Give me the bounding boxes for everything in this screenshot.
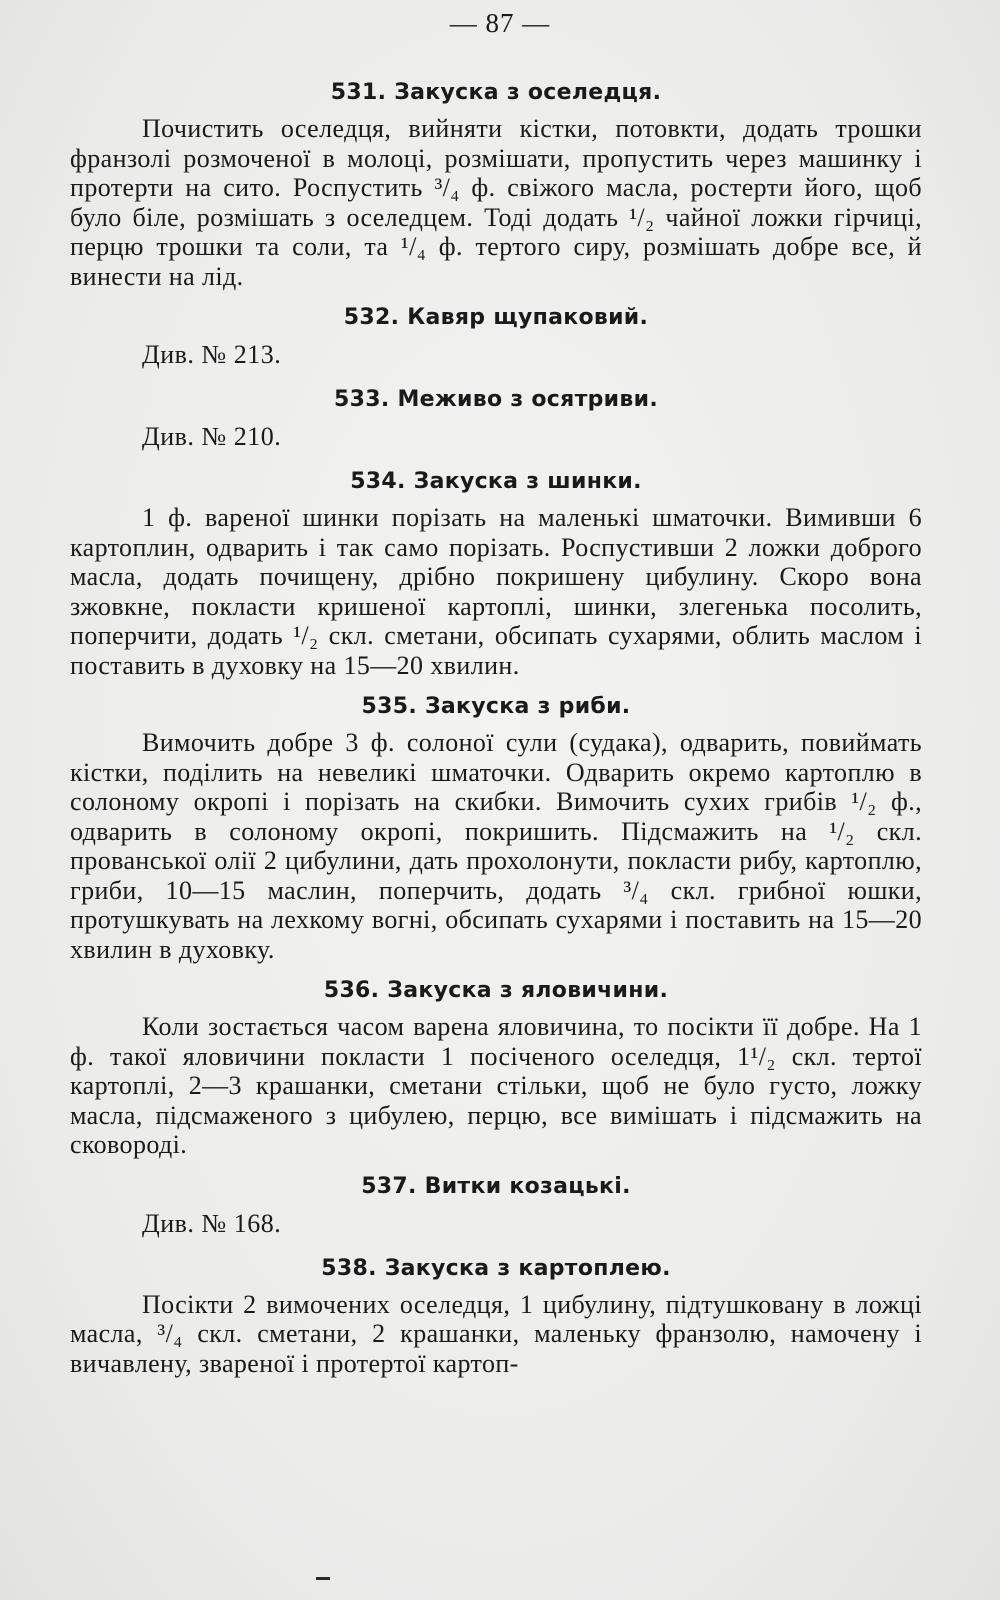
recipe-text: Вимочить добре 3 ф. солоної сули (судака), одварить, повиймать кістки, поділить на невеликі шматочки. Одварить окремо картоплю в солоному окропі і порізать на скибки. Вимочить сухих грибів ¹/₂ ф., одварить в солоному окропі, покришить. Підсмажить на ¹/₂ скл. прованської олії 2 цибулини, дать прохолонути, покласти рибу, картоплю, гриби, 10—15 маслин, поперчить, додать ³/₄ скл. грибної юшки, протушкувать на лехкому вогні, обсипать сухарями і поставить на 15—20 хвилин в духовку. — [70, 728, 922, 964]
recipe-text: 1 ф. вареної шинки порізать на маленькі шматочки. Вимивши 6 картоплин, одварить і так само порізать. Роспустивши 2 ложки доброго масла, додать почищену, дрібно покришену цибулину. Скоро вона зжовкне, покласти кришеної картоплі, шинки, злегенька посолить, поперчити, додать ¹/₂ скл. сметани, обсипать сухарями, облить маслом і поставить в духовку на 15—20 хвилин. — [70, 503, 922, 680]
recipe-text: Почистить оселедця, вийняти кістки, потовкти, додать трошки франзолі розмоченої в молоці, розмішати, пропустить через машинку і протерти на сито. Роспустить ³/₄ ф. свіжого масла, ростерти його, щоб було біле, розмішать з оселедцем. Тоді додать ¹/₂ чайної ложки гірчиці, перцю трошки та соли, та ¹/₄ ф. тертого сиру, розмішать добре все, й винести на лід. — [70, 114, 922, 291]
recipe-reference: Див. № 168. — [142, 1208, 282, 1238]
recipe-reference: Див. № 213. — [142, 340, 282, 369]
recipe-reference: Див. № 210. — [142, 422, 282, 451]
recipe-title: 537. Витки козацькі. — [361, 1173, 631, 1199]
recipe-title: 533. Меживо з осятриви. — [334, 387, 658, 412]
recipe-title: 531. Закуска з оселедця. — [330, 80, 662, 105]
recipe-532 — [70, 301, 922, 371]
recipe-537 — [70, 1170, 922, 1240]
recipe-title: 538. Закуска з картоплею. — [321, 1255, 671, 1281]
recipe-538 — [70, 1252, 922, 1379]
page-number: — 87 — — [449, 8, 551, 38]
bottom-dash-mark — [316, 1577, 330, 1580]
recipe-title: 536. Закуска з яловичини. — [323, 978, 669, 1003]
recipe-535 — [70, 690, 922, 964]
recipe-531 — [70, 76, 922, 291]
recipe-533 — [70, 383, 922, 453]
recipe-536 — [70, 974, 922, 1160]
recipe-text: Коли зостається часом варена яловичина, то посікти її добре. На 1 ф. такої яловичини покласти 1 посіченого оселедця, 1¹/₂ скл. тертої картоплі, 2—3 крашанки, сметани стільки, щоб не було густо, ложку масла, підсмаженого з цибулею, перцю, все вимішать і підсмажить на сковороді. — [70, 1012, 922, 1159]
page-content — [70, 76, 922, 1388]
recipe-title: 532. Кавяр щупаковий. — [343, 305, 649, 330]
recipe-title: 535. Закуска з риби. — [361, 694, 631, 719]
recipe-text: Посікти 2 вимочених оселедця, 1 цибулину, підтушковану в ложці масла, ³/₄ скл. сметани, 2 крашанки, маленьку франзолю, намочену і вичавлену, звареної і протертої картоп- — [70, 1289, 922, 1378]
recipe-title: 534. Закуска з шинки. — [350, 469, 642, 494]
recipe-534 — [70, 465, 922, 680]
